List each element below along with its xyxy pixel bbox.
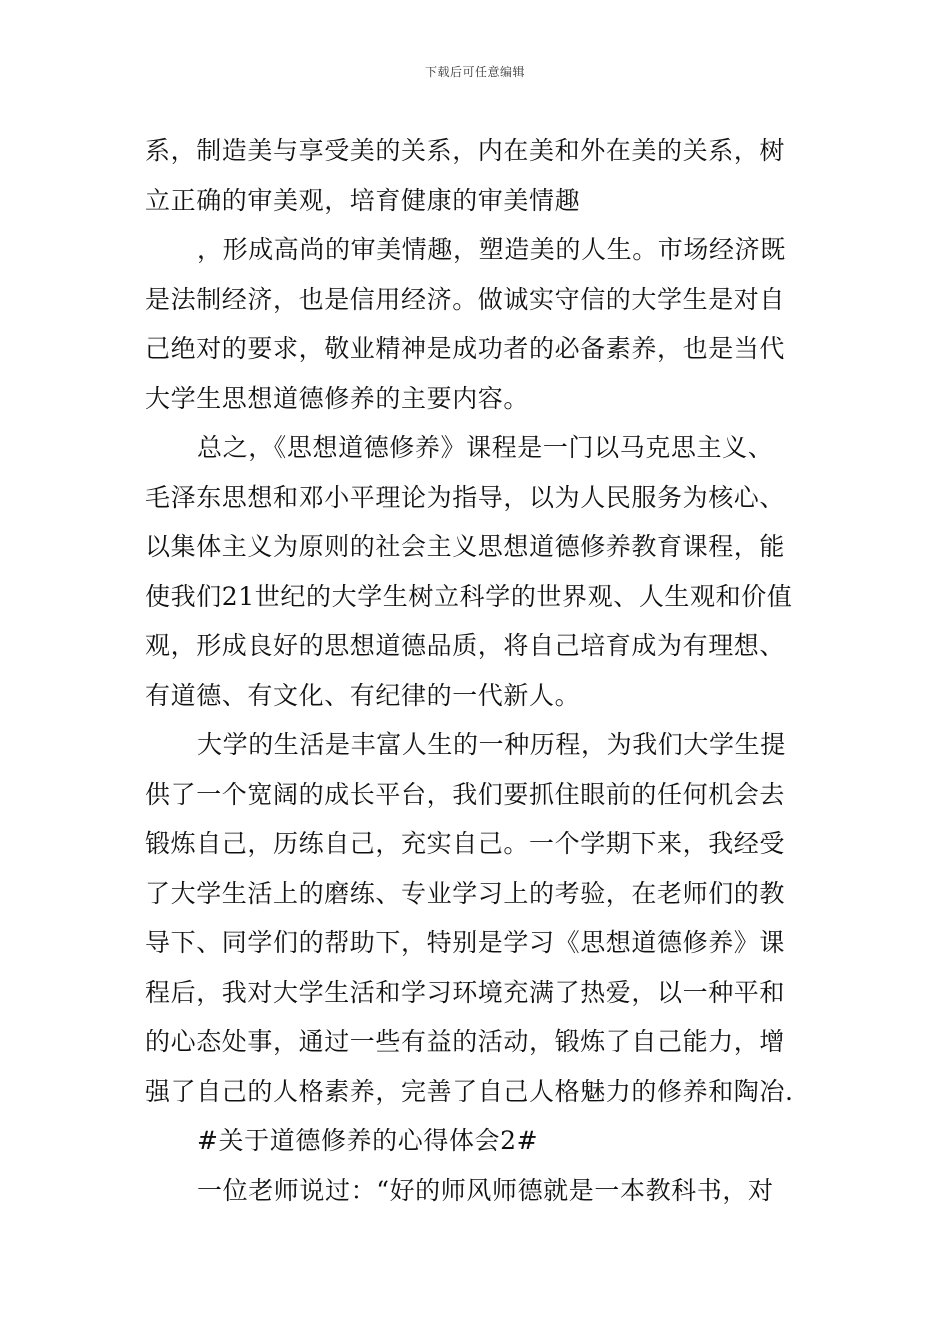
paragraph-start: 大学的生活是丰富人生的一种历程，为我们大学生提 [197,730,786,759]
text-line: 供了一个宽阔的成长平台，我们要抓住眼前的任何机会去 [145,779,786,809]
text-line: 使我们21世纪的大学生树立科学的世界观、人生观和价值 [145,581,793,611]
text-line: 导下、同学们的帮助下，特别是学习《思想道德修养》课 [145,928,786,957]
text-line: 强了自己的人格素养，完善了自己人格魅力的修养和陶冶. [145,1076,794,1106]
document-body [145,126,810,1215]
text-line: 锻炼自己，历练自己，充实自己。一个学期下来，我经受 [145,829,786,858]
text-line: 观，形成良好的思想道德品质，将自己培育成为有理想、 [145,631,786,660]
text-line: 毛泽东思想和邓小平理论为指导，以为人民服务为核心、 [145,482,786,512]
text-line: 了大学生活上的磨练、专业学习上的考验，在老师们的教 [145,878,786,908]
text-line: 己绝对的要求，敬业精神是成功者的必备素养，也是当代 [145,334,786,363]
text-line: 以集体主义为原则的社会主义思想道德修养教育课程，能 [145,532,786,561]
page-header: 下载后可任意编辑 [424,65,525,79]
text-line: 立正确的审美观，培育健康的审美情趣 [145,185,581,215]
text-line: 程后，我对大学生活和学习环境充满了热爱，以一种平和 [145,977,786,1007]
text-line: 的心态处事，通过一些有益的活动，锻炼了自己能力，增 [145,1027,786,1056]
paragraph-start: 一位老师说过：“好的师风师德就是一本教科书，对 [197,1175,774,1205]
text-line: 系，制造美与享受美的关系，内在美和外在美的关系，树 [145,136,786,165]
section-heading: #关于道德修养的心得体会2# [197,1126,539,1155]
text-line: 是法制经济，也是信用经济。做诚实守信的大学生是对自 [145,284,786,314]
text-line: 大学生思想道德修养的主要内容。 [145,383,530,413]
paragraph-start: ，形成高尚的审美情趣，塑造美的人生。市场经济既 [197,235,786,264]
text-line: 有道德、有文化、有纪律的一代新人。 [145,680,581,710]
paragraph-start: 总之，《思想道德修养》课程是一门以马克思主义、 [197,433,774,462]
